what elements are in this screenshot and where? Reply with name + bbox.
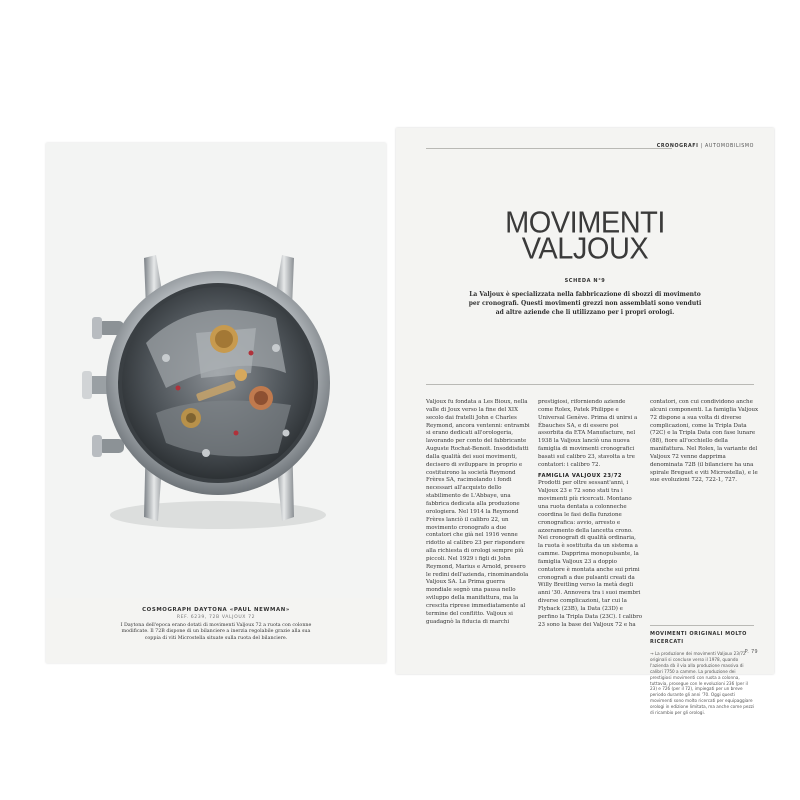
text-column-3 <box>650 399 760 485</box>
watch-photo <box>46 143 386 598</box>
column-2-text-b: Prodotti per oltre sessant'anni, i Valjoux 23 e 72 sono stati tra i movimenti più ricercati. Montano una ruota dentata a colonneche coordina le fasi della funzione cronografica: avvio, arresto e azzeramento della lancetta crono. Nei cronografi di qualità ordinaria, la ruota è sostituita da un sistema a camme. Dapprima monopulsante, la famiglia Valjoux 23 a doppio contatore è montata anche sui primi cronografi a due pulsanti creati da Willy Breitling verso la metà degli anni '30. Annovera tra i suoi membri diverse complicazioni, tar cui la Flyback (23B), la Data (23D) e perfino la Tripla Data (23C). I calibro 23 sono la base dei Valjoux 72 e ha <box>538 480 643 628</box>
caption-title: COSMOGRAPH DAYTONA «PAUL NEWMAN» <box>142 607 290 613</box>
page-number: P. 79 <box>744 650 758 655</box>
running-head-section: CRONOGRAFI <box>656 144 699 149</box>
sidebar-box <box>650 625 754 716</box>
column-3-text: contatori, con cui condividono anche alcuni componenti. La famiglia Valjoux 72 dispone a sua volta di diverse complicazioni, come la Tripla Data (72C) e la Tripla Data con fase lunare (88), fiore all'occhiello della manifattura. Nel Rolex, la variante del Valjoux 72 venne dapprima denominata 72B (il bilanciere ha una spirale Breguet e viti Microstella), e le sue evoluzioni 722, 722-1, 727. <box>650 399 759 484</box>
left-page <box>46 143 386 663</box>
header-divider <box>426 148 672 149</box>
running-head-subsection: AUTOMOBILISMO <box>705 144 754 149</box>
column-1-text: Valjoux fu fondata a Les Bioux, nella valle di Joux verso la fine del XIX secolo dai fratelli John e Charles Reymond, ancora ventenni: entrambi si erano dedicati all'orologeria, lavorando per conto del fabbricante Auguste Rochat-Benoit. Insoddisfatti dalla qualità dei suoi movimenti, decisero di sviluppare in proprio e costituirono la società Reymond Frères SA, racimolando i fondi necessari all'acquisto dello stabilimento de L'Abbaye, una fabbrica dedicata alla produzione orologiera. Nel 1914 la Reymond Frères lanciò il calibro 22, un movimento cronografo a due contatori che già nel 1916 venne ridotto al calibro 23 per rispondere alla richiesta di orologi sempre più piccoli. Nel 1929 i figli di John Reymond, Marius e Arnold, presero le redini dell'azienda, rinominandola Valjoux SA. La Prima guerra mondiale segnò una pausa nello sviluppo della manifattura, ma la crescita riprese immediatamente al termine del conflitto. Valjoux si guadagnò la fiducia di marchi <box>426 399 530 625</box>
sidebar-box-text: → La produzione dei movimenti Valjoux 23/72 originali si concluse verso il 1978, quando l'azienda dà il via alla produzione massiva di calibri 7750 a camme. La produzione dei prestigiosi movimenti con ruota a colonna, tuttavia, prosegue con le evoluzioni 236 (per il 23) e 726 (per il 72), impiegati per un breve periodo durante gli anni '70. Oggi questi movimenti sono molto ricercati per equipaggiare orologi in edizione limitata, ma anche come pezzi di ricambio per gli orologi. <box>650 651 755 716</box>
column-2-subheading: FAMIGLIA VALJOUX 23/72 <box>538 472 623 479</box>
caption-reference: REF. 6239, 72B VALJOUX 72 <box>176 615 256 620</box>
scheda-label: SCHEDA N°9 <box>564 278 606 284</box>
column-2-text-a: prestigiosi, riforniendo aziende come Rolex, Patek Philippe e Universal Genève. Prima di unirsi a Ébauches SA, e di essere poi assorbita da ETA Manufacture, nel 1938 la Valjoux lanciò una nuova famiglia di movimenti cronografici basati sul calibro 23, stavolta a tre contatori: i calibro 72. <box>538 399 638 468</box>
text-column-2 <box>538 399 642 629</box>
right-page <box>396 128 774 716</box>
sidebar-box-rule <box>650 625 754 626</box>
section-divider <box>426 384 754 385</box>
sidebar-box-title: MOVIMENTI ORIGINALI MOLTO RICERCATI <box>650 631 747 645</box>
photo-caption <box>46 607 386 642</box>
intro-paragraph: La Valjoux è specializzata nella fabbricazione di sbozzi di movimento per cronografi. Questi movimenti grezzi non assemblati sono venduti ad altre aziende che li utilizzano per i propri orologi. <box>468 291 702 317</box>
article-title-line2: VALJOUX <box>521 232 649 266</box>
running-head-separator: | <box>700 144 703 149</box>
running-head <box>657 144 754 149</box>
caption-text: I Daytona dell'epoca erano dotati di movimenti Valjoux 72 a ruota con colonne modificate. Il 72B dispone di un bilanciere a inerzia regolabile grazie alla sua coppia di viti Microstella situate sulla ruota del bilanciere. <box>120 623 312 641</box>
watch-illustration <box>46 143 386 598</box>
text-column-1 <box>426 399 530 626</box>
article-title-line1: MOVIMENTI <box>505 206 665 240</box>
